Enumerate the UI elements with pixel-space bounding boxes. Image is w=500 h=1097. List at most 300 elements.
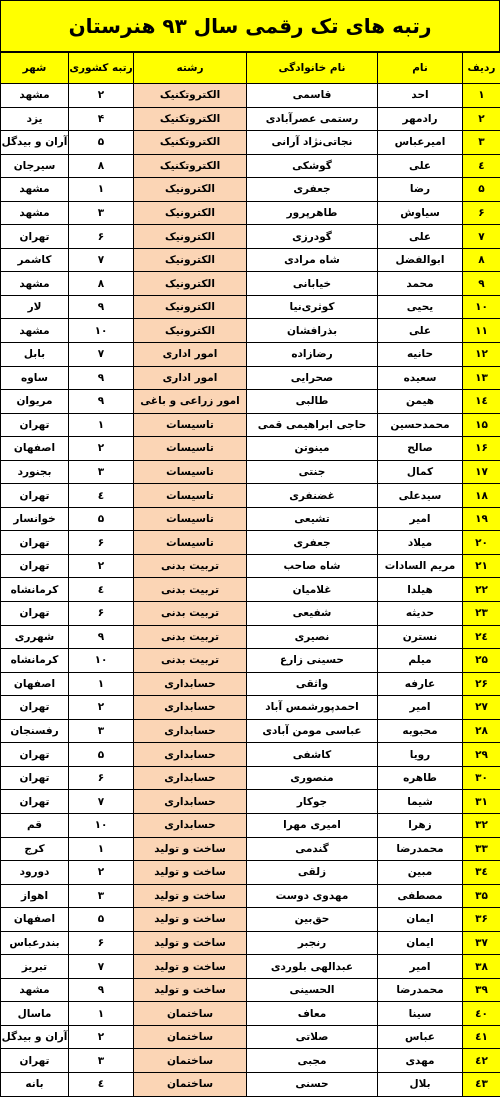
- cell-national-rank: ۵: [69, 743, 134, 767]
- cell-national-rank: ۱: [69, 178, 134, 202]
- cell-row-number: ۲۷: [463, 696, 500, 720]
- cell-first-name: محمدحسین: [378, 413, 463, 437]
- cell-last-name: طالبی: [247, 390, 378, 414]
- cell-field: تربیت بدنی: [134, 554, 247, 578]
- cell-city: کرج: [1, 837, 69, 861]
- cell-last-name: تشیعی: [247, 507, 378, 531]
- cell-last-name: مهدوی دوست: [247, 884, 378, 908]
- cell-first-name: علی: [378, 319, 463, 343]
- cell-city: ماسال: [1, 1002, 69, 1026]
- cell-first-name: امیر: [378, 696, 463, 720]
- cell-last-name: جوکار: [247, 790, 378, 814]
- cell-last-name: رضازاده: [247, 343, 378, 367]
- cell-city: بجنورد: [1, 460, 69, 484]
- cell-field: تاسیسات: [134, 437, 247, 461]
- cell-row-number: ۳۸: [463, 955, 500, 979]
- table-row: [1, 507, 500, 531]
- table-row: [1, 1049, 500, 1073]
- cell-national-rank: ۵: [69, 507, 134, 531]
- cell-row-number: ۳۳: [463, 837, 500, 861]
- cell-first-name: عباس: [378, 1025, 463, 1049]
- header-field: رشته: [134, 53, 247, 84]
- header-last-name: نام خانوادگی: [247, 53, 378, 84]
- cell-city: کرمانشاه: [1, 649, 69, 673]
- cell-first-name: میلاد: [378, 531, 463, 555]
- cell-row-number: ۱٤: [463, 390, 500, 414]
- cell-national-rank: ۳: [69, 460, 134, 484]
- cell-first-name: هیلدا: [378, 578, 463, 602]
- cell-last-name: معاف: [247, 1002, 378, 1026]
- table-row: [1, 1072, 500, 1096]
- cell-row-number: ۲۳: [463, 602, 500, 626]
- cell-national-rank: ۱: [69, 413, 134, 437]
- cell-city: اصفهان: [1, 908, 69, 932]
- cell-last-name: حسنی: [247, 1072, 378, 1096]
- cell-last-name: شفیعی: [247, 602, 378, 626]
- cell-city: تبریز: [1, 955, 69, 979]
- table-row: [1, 790, 500, 814]
- cell-national-rank: ۳: [69, 719, 134, 743]
- table-row: [1, 1002, 500, 1026]
- table-row: [1, 178, 500, 202]
- cell-national-rank: ۴: [69, 107, 134, 131]
- cell-row-number: ۳۲: [463, 813, 500, 837]
- cell-field: ساختمان: [134, 1002, 247, 1026]
- cell-first-name: رضا: [378, 178, 463, 202]
- cell-city: تهران: [1, 413, 69, 437]
- cell-first-name: هیمن: [378, 390, 463, 414]
- cell-row-number: ۱۹: [463, 507, 500, 531]
- cell-national-rank: ۱: [69, 1002, 134, 1026]
- cell-national-rank: ۸: [69, 272, 134, 296]
- cell-row-number: ۶: [463, 201, 500, 225]
- table-row: [1, 719, 500, 743]
- table-row: [1, 908, 500, 932]
- cell-national-rank: ۹: [69, 295, 134, 319]
- cell-field: ساخت و تولید: [134, 861, 247, 885]
- table-row: [1, 837, 500, 861]
- cell-national-rank: ۱: [69, 672, 134, 696]
- cell-first-name: میلم: [378, 649, 463, 673]
- table-row: [1, 437, 500, 461]
- cell-national-rank: ۲: [69, 554, 134, 578]
- cell-first-name: عارفه: [378, 672, 463, 696]
- table-row: [1, 154, 500, 178]
- cell-field: الکترونیک: [134, 201, 247, 225]
- cell-first-name: محمدرضا: [378, 837, 463, 861]
- cell-national-rank: ۵: [69, 908, 134, 932]
- cell-last-name: نجاتی‌نژاد آرانی: [247, 131, 378, 155]
- cell-national-rank: ۶: [69, 602, 134, 626]
- cell-first-name: طاهره: [378, 766, 463, 790]
- cell-first-name: علی: [378, 154, 463, 178]
- cell-last-name: رستمی عصرآبادی: [247, 107, 378, 131]
- table-row: [1, 248, 500, 272]
- cell-city: مریوان: [1, 390, 69, 414]
- table-row: [1, 1025, 500, 1049]
- table-row: [1, 531, 500, 555]
- cell-national-rank: ۱: [69, 837, 134, 861]
- cell-city: مشهد: [1, 178, 69, 202]
- cell-city: شهرری: [1, 625, 69, 649]
- cell-field: ساختمان: [134, 1072, 247, 1096]
- table-row: [1, 861, 500, 885]
- table-row: [1, 107, 500, 131]
- cell-first-name: سیدعلی: [378, 484, 463, 508]
- cell-field: تربیت بدنی: [134, 625, 247, 649]
- cell-national-rank: ۳: [69, 1049, 134, 1073]
- cell-field: ساخت و تولید: [134, 978, 247, 1002]
- cell-field: حسابداری: [134, 696, 247, 720]
- cell-last-name: قاسمی: [247, 84, 378, 108]
- table-row: [1, 649, 500, 673]
- cell-last-name: نصیری: [247, 625, 378, 649]
- cell-national-rank: ٤: [69, 578, 134, 602]
- cell-last-name: مینوتن: [247, 437, 378, 461]
- cell-first-name: سیاوش: [378, 201, 463, 225]
- table-row: [1, 696, 500, 720]
- cell-first-name: صالح: [378, 437, 463, 461]
- cell-first-name: نسترن: [378, 625, 463, 649]
- cell-national-rank: ۷: [69, 343, 134, 367]
- cell-last-name: الحسینی: [247, 978, 378, 1002]
- table-body: [1, 84, 500, 1097]
- table-row: [1, 295, 500, 319]
- cell-first-name: مهدی: [378, 1049, 463, 1073]
- cell-row-number: ٤: [463, 154, 500, 178]
- cell-field: الکترونیک: [134, 178, 247, 202]
- cell-last-name: رنجبر: [247, 931, 378, 955]
- table-row: [1, 955, 500, 979]
- cell-field: الکترونیک: [134, 248, 247, 272]
- cell-city: تهران: [1, 790, 69, 814]
- cell-last-name: جعفری: [247, 531, 378, 555]
- cell-field: تاسیسات: [134, 531, 247, 555]
- cell-national-rank: ۹: [69, 390, 134, 414]
- cell-city: مشهد: [1, 978, 69, 1002]
- cell-field: الکترونیک: [134, 272, 247, 296]
- page-title: رتبه های تک رقمی سال ۹۳ هنرستان: [0, 0, 500, 52]
- table-row: [1, 884, 500, 908]
- cell-last-name: حق‌بین: [247, 908, 378, 932]
- cell-first-name: یحیی: [378, 295, 463, 319]
- cell-city: اصفهان: [1, 672, 69, 696]
- cell-first-name: حدیثه: [378, 602, 463, 626]
- cell-row-number: ۷: [463, 225, 500, 249]
- cell-first-name: حانیه: [378, 343, 463, 367]
- table-row: [1, 602, 500, 626]
- cell-national-rank: ۲: [69, 696, 134, 720]
- table-row: [1, 366, 500, 390]
- cell-city: مشهد: [1, 84, 69, 108]
- cell-row-number: ۲٤: [463, 625, 500, 649]
- cell-field: حسابداری: [134, 813, 247, 837]
- cell-city: تهران: [1, 225, 69, 249]
- table-row: [1, 743, 500, 767]
- cell-field: الکتروتکنیک: [134, 107, 247, 131]
- cell-field: ساختمان: [134, 1025, 247, 1049]
- cell-row-number: ۸: [463, 248, 500, 272]
- cell-field: الکترونیک: [134, 225, 247, 249]
- cell-row-number: ۱۲: [463, 343, 500, 367]
- cell-field: تربیت بدنی: [134, 578, 247, 602]
- cell-row-number: ۱۵: [463, 413, 500, 437]
- cell-first-name: رویا: [378, 743, 463, 767]
- cell-row-number: ۱۷: [463, 460, 500, 484]
- cell-national-rank: ۲: [69, 861, 134, 885]
- cell-national-rank: ۶: [69, 225, 134, 249]
- cell-field: ساخت و تولید: [134, 908, 247, 932]
- cell-field: تربیت بدنی: [134, 649, 247, 673]
- cell-row-number: ٤۲: [463, 1049, 500, 1073]
- cell-last-name: عباسی مومن آبادی: [247, 719, 378, 743]
- table-row: [1, 625, 500, 649]
- cell-row-number: ۲۲: [463, 578, 500, 602]
- cell-last-name: جنتی: [247, 460, 378, 484]
- cell-national-rank: ۷: [69, 790, 134, 814]
- table-row: [1, 413, 500, 437]
- cell-last-name: کوثری‌نیا: [247, 295, 378, 319]
- cell-first-name: محمد: [378, 272, 463, 296]
- cell-first-name: امیر: [378, 955, 463, 979]
- cell-city: تهران: [1, 531, 69, 555]
- cell-city: بانه: [1, 1072, 69, 1096]
- cell-field: امور زراعی و باغی: [134, 390, 247, 414]
- cell-last-name: واثقی: [247, 672, 378, 696]
- header-row-number: ردیف: [463, 53, 500, 84]
- cell-row-number: ۳٤: [463, 861, 500, 885]
- cell-field: ساخت و تولید: [134, 884, 247, 908]
- table-row: [1, 484, 500, 508]
- cell-last-name: غلامیان: [247, 578, 378, 602]
- cell-city: مشهد: [1, 319, 69, 343]
- rank-table: [0, 52, 500, 1097]
- cell-first-name: محبوبه: [378, 719, 463, 743]
- cell-city: مشهد: [1, 272, 69, 296]
- cell-national-rank: ۶: [69, 531, 134, 555]
- cell-national-rank: ۲: [69, 437, 134, 461]
- cell-row-number: ۳۹: [463, 978, 500, 1002]
- cell-field: تاسیسات: [134, 484, 247, 508]
- table-row: [1, 766, 500, 790]
- cell-field: ساختمان: [134, 1049, 247, 1073]
- header-first-name: نام: [378, 53, 463, 84]
- header-city: شهر: [1, 53, 69, 84]
- table-row: [1, 460, 500, 484]
- cell-city: بندرعباس: [1, 931, 69, 955]
- cell-last-name: گوشکی: [247, 154, 378, 178]
- table-row: [1, 131, 500, 155]
- cell-row-number: ۲۹: [463, 743, 500, 767]
- cell-field: الکترونیک: [134, 295, 247, 319]
- cell-city: بابل: [1, 343, 69, 367]
- cell-row-number: ٤۰: [463, 1002, 500, 1026]
- cell-last-name: مجبی: [247, 1049, 378, 1073]
- cell-city: اصفهان: [1, 437, 69, 461]
- cell-first-name: احد: [378, 84, 463, 108]
- cell-national-rank: ۶: [69, 931, 134, 955]
- cell-last-name: گندمی: [247, 837, 378, 861]
- cell-national-rank: ۳: [69, 201, 134, 225]
- cell-row-number: ۳۷: [463, 931, 500, 955]
- cell-city: تهران: [1, 602, 69, 626]
- cell-first-name: زهرا: [378, 813, 463, 837]
- table-row: [1, 978, 500, 1002]
- cell-city: آران و بیدگل: [1, 131, 69, 155]
- cell-first-name: ابوالفضل: [378, 248, 463, 272]
- cell-national-rank: ۹: [69, 366, 134, 390]
- cell-city: تهران: [1, 554, 69, 578]
- cell-national-rank: ۲: [69, 84, 134, 108]
- table-row: [1, 84, 500, 108]
- cell-first-name: مصطفی: [378, 884, 463, 908]
- cell-city: تهران: [1, 484, 69, 508]
- cell-first-name: شیما: [378, 790, 463, 814]
- cell-last-name: غضنفری: [247, 484, 378, 508]
- cell-city: لار: [1, 295, 69, 319]
- cell-field: حسابداری: [134, 719, 247, 743]
- cell-last-name: امیری مهرا: [247, 813, 378, 837]
- cell-row-number: ۲۱: [463, 554, 500, 578]
- cell-field: الکتروتکنیک: [134, 154, 247, 178]
- table-row: [1, 672, 500, 696]
- table-row: [1, 931, 500, 955]
- cell-row-number: ۹: [463, 272, 500, 296]
- cell-city: اهواز: [1, 884, 69, 908]
- table-row: [1, 319, 500, 343]
- cell-row-number: ۳۵: [463, 884, 500, 908]
- header-row: [1, 53, 500, 84]
- cell-field: الکتروتکنیک: [134, 84, 247, 108]
- table-row: [1, 813, 500, 837]
- cell-last-name: عبدالهی بلوردی: [247, 955, 378, 979]
- cell-row-number: ٤۳: [463, 1072, 500, 1096]
- cell-city: تهران: [1, 696, 69, 720]
- cell-city: یزد: [1, 107, 69, 131]
- cell-field: ساخت و تولید: [134, 837, 247, 861]
- table-row: [1, 225, 500, 249]
- cell-field: تاسیسات: [134, 413, 247, 437]
- cell-field: حسابداری: [134, 743, 247, 767]
- cell-row-number: ۲۵: [463, 649, 500, 673]
- table-row: [1, 578, 500, 602]
- cell-row-number: ۱۱: [463, 319, 500, 343]
- cell-last-name: کاشفی: [247, 743, 378, 767]
- cell-first-name: بلال: [378, 1072, 463, 1096]
- cell-city: تهران: [1, 1049, 69, 1073]
- table-row: [1, 343, 500, 367]
- cell-row-number: ۱۳: [463, 366, 500, 390]
- cell-city: کرمانشاه: [1, 578, 69, 602]
- cell-first-name: ایمان: [378, 931, 463, 955]
- cell-city: تهران: [1, 743, 69, 767]
- cell-first-name: مریم السادات: [378, 554, 463, 578]
- cell-national-rank: ۶: [69, 766, 134, 790]
- cell-field: تربیت بدنی: [134, 602, 247, 626]
- cell-last-name: بذرافشان: [247, 319, 378, 343]
- cell-field: الکتروتکنیک: [134, 131, 247, 155]
- cell-city: ساوه: [1, 366, 69, 390]
- cell-row-number: ۱۰: [463, 295, 500, 319]
- cell-row-number: ۳۰: [463, 766, 500, 790]
- cell-national-rank: ۳: [69, 884, 134, 908]
- cell-last-name: حسینی زارع: [247, 649, 378, 673]
- cell-field: ساخت و تولید: [134, 955, 247, 979]
- cell-national-rank: ۱۰: [69, 319, 134, 343]
- cell-row-number: ۲۶: [463, 672, 500, 696]
- cell-row-number: ٤۱: [463, 1025, 500, 1049]
- cell-row-number: ۲۸: [463, 719, 500, 743]
- cell-city: قم: [1, 813, 69, 837]
- cell-field: الکترونیک: [134, 319, 247, 343]
- cell-field: حسابداری: [134, 766, 247, 790]
- table-row: [1, 201, 500, 225]
- cell-city: دورود: [1, 861, 69, 885]
- cell-city: مشهد: [1, 201, 69, 225]
- cell-national-rank: ٤: [69, 1072, 134, 1096]
- cell-first-name: ایمان: [378, 908, 463, 932]
- cell-row-number: ۱۸: [463, 484, 500, 508]
- cell-last-name: حاجی ابراهیمی قمی: [247, 413, 378, 437]
- cell-national-rank: ۹: [69, 978, 134, 1002]
- cell-last-name: منصوری: [247, 766, 378, 790]
- cell-last-name: زلقی: [247, 861, 378, 885]
- cell-first-name: علی: [378, 225, 463, 249]
- cell-last-name: شاه صاحب: [247, 554, 378, 578]
- table-row: [1, 272, 500, 296]
- table-row: [1, 390, 500, 414]
- cell-row-number: ۲: [463, 107, 500, 131]
- cell-last-name: صلاتی: [247, 1025, 378, 1049]
- cell-row-number: ۳۱: [463, 790, 500, 814]
- cell-row-number: ۳۶: [463, 908, 500, 932]
- cell-national-rank: ۱۰: [69, 813, 134, 837]
- cell-city: سیرجان: [1, 154, 69, 178]
- cell-field: امور اداری: [134, 366, 247, 390]
- cell-row-number: ۱۶: [463, 437, 500, 461]
- cell-last-name: صحرایی: [247, 366, 378, 390]
- cell-last-name: شاه مرادی: [247, 248, 378, 272]
- cell-national-rank: ۵: [69, 131, 134, 155]
- cell-city: آران و بیدگل: [1, 1025, 69, 1049]
- cell-last-name: گودرزی: [247, 225, 378, 249]
- table-row: [1, 554, 500, 578]
- cell-national-rank: ۷: [69, 248, 134, 272]
- cell-first-name: کمال: [378, 460, 463, 484]
- cell-city: کاشمر: [1, 248, 69, 272]
- cell-field: حسابداری: [134, 790, 247, 814]
- cell-first-name: رادمهر: [378, 107, 463, 131]
- cell-first-name: امیرعباس: [378, 131, 463, 155]
- cell-national-rank: ٤: [69, 484, 134, 508]
- cell-field: تاسیسات: [134, 460, 247, 484]
- cell-row-number: ۲۰: [463, 531, 500, 555]
- cell-national-rank: ۷: [69, 955, 134, 979]
- cell-first-name: امیر: [378, 507, 463, 531]
- cell-national-rank: ۱۰: [69, 649, 134, 673]
- cell-field: حسابداری: [134, 672, 247, 696]
- cell-last-name: جعفری: [247, 178, 378, 202]
- cell-first-name: سعیده: [378, 366, 463, 390]
- cell-first-name: سینا: [378, 1002, 463, 1026]
- cell-last-name: طاهرپرور: [247, 201, 378, 225]
- cell-city: خوانسار: [1, 507, 69, 531]
- cell-row-number: ۳: [463, 131, 500, 155]
- cell-last-name: خیابانی: [247, 272, 378, 296]
- cell-national-rank: ۸: [69, 154, 134, 178]
- cell-first-name: محمدرضا: [378, 978, 463, 1002]
- cell-city: تهران: [1, 766, 69, 790]
